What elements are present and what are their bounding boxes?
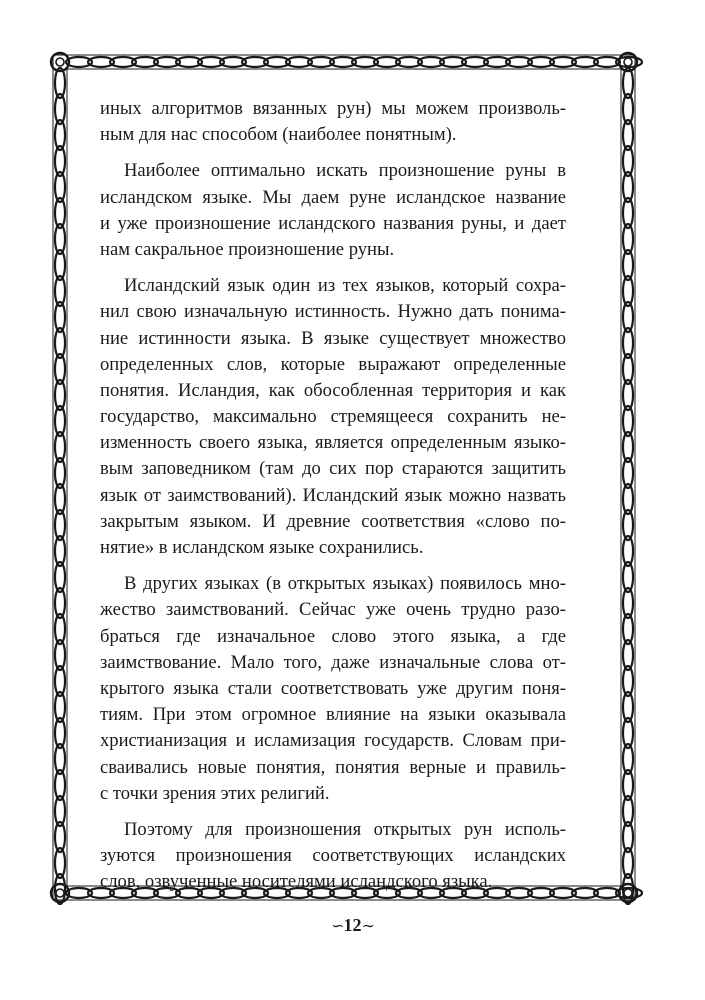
corner-knot (619, 884, 637, 902)
chain-link-right (623, 536, 633, 566)
text-line: слов, озвученные носителями исландского языка. (100, 871, 493, 893)
text-line: христианизация и исламизация государств. Словам при- (100, 730, 566, 752)
chain-link-top (242, 57, 268, 67)
chain-link-top (396, 57, 422, 67)
chain-link-right (623, 432, 633, 462)
chain-link-right (623, 120, 633, 150)
chain-link-right (623, 484, 633, 514)
chain-link-right (623, 848, 633, 878)
text-line: определенных слов, которые выражают определенные (100, 353, 566, 375)
chain-link-left (55, 770, 65, 800)
chain-link-left (55, 224, 65, 254)
page-number (0, 915, 705, 936)
paragraph-gap (100, 263, 566, 273)
chain-link-left (55, 354, 65, 384)
chain-link-left (55, 406, 65, 436)
chain-link-right (623, 874, 633, 904)
chain-link-right (623, 406, 633, 436)
chain-link-right (623, 198, 633, 228)
chain-link-left (55, 432, 65, 462)
chain-link-left (55, 614, 65, 644)
chain-link-top (418, 57, 444, 67)
chain-link-top (528, 57, 554, 67)
text-line: нятие» в исландском языке сохранились. (100, 537, 424, 558)
text-line: сваивались новые понятия, понятия верные и правиль- (100, 756, 566, 778)
chain-link-right (623, 302, 633, 332)
chain-link-left (55, 666, 65, 696)
chain-link-left (55, 796, 65, 826)
chain-link-left (55, 484, 65, 514)
chain-link-right (623, 640, 633, 670)
chain-link-left (55, 822, 65, 852)
page-body-text (100, 96, 566, 895)
paragraph-gap (100, 148, 566, 158)
chain-link-left (55, 744, 65, 774)
corner-knot (51, 884, 69, 902)
chain-link-right (623, 458, 633, 488)
chain-link-left (55, 68, 65, 98)
text-line: нил свою изначальную истинность. Нужно дать понима- (100, 301, 566, 323)
chain-link-top (154, 57, 180, 67)
chain-link-top (550, 57, 576, 67)
text-line: Наиболее оптимально искать произношение руны в (124, 160, 566, 182)
chain-link-right (623, 822, 633, 852)
text-line: жество заимствований. Сейчас уже очень трудно разо- (100, 599, 566, 621)
paragraph (100, 571, 566, 807)
chain-link-left (55, 510, 65, 540)
chain-link-left (55, 94, 65, 124)
chain-link-left (55, 458, 65, 488)
chain-link-left (55, 302, 65, 332)
chain-link-bottom (572, 888, 598, 898)
chain-link-top (66, 57, 92, 67)
chain-link-top (462, 57, 488, 67)
text-line: ным для нас способом (наиболее понятным). (100, 124, 457, 146)
chain-link-top (572, 57, 598, 67)
chain-link-left (55, 588, 65, 618)
chain-link-right (623, 588, 633, 618)
chain-link-right (623, 614, 633, 644)
right-flourish-icon: ∼ (361, 918, 374, 935)
chain-link-right (623, 796, 633, 826)
paragraph (100, 817, 566, 896)
chain-link-top (110, 57, 136, 67)
text-line: вым заповедником (там до сих пор стараются защитить (100, 458, 566, 480)
chain-link-left (55, 692, 65, 722)
paragraph (100, 96, 566, 148)
chain-link-top (484, 57, 510, 67)
corner-knot-inner (56, 58, 64, 66)
paragraph-gap (100, 561, 566, 571)
chain-link-top (132, 57, 158, 67)
text-line: государство, максимально стремящееся сохранить не- (100, 406, 566, 428)
chain-link-right (623, 172, 633, 202)
chain-link-right (623, 94, 633, 124)
text-line: язык от заимствований). Исландский язык можно назвать (100, 484, 566, 506)
chain-link-right (623, 666, 633, 696)
chain-link-top (374, 57, 400, 67)
chain-link-left (55, 120, 65, 150)
chain-link-right (623, 562, 633, 592)
chain-link-right (623, 510, 633, 540)
chain-link-left (55, 562, 65, 592)
chain-link-left (55, 874, 65, 904)
chain-link-left (55, 328, 65, 358)
text-line: понятия. Исландия, как обособленная территория и как (100, 379, 566, 401)
chain-link-left (55, 198, 65, 228)
chain-link-top (308, 57, 334, 67)
chain-link-right (623, 146, 633, 176)
chain-link-left (55, 250, 65, 280)
text-line: заимствование. Мало того, даже изначальные слова от- (100, 651, 566, 673)
chain-link-top (594, 57, 620, 67)
chain-link-right (623, 744, 633, 774)
chain-link-top (506, 57, 532, 67)
text-line: изменность своего языка, является определенным языко- (100, 432, 566, 454)
corner-knot (51, 53, 69, 71)
chain-link-left (55, 380, 65, 410)
text-line: исландском языке. Мы даем руне исландское название (100, 186, 566, 208)
chain-link-left (55, 276, 65, 306)
paragraph (100, 273, 566, 561)
corner-knot-inner (56, 889, 64, 897)
page-number-value: 12 (343, 915, 362, 935)
chain-link-top (88, 57, 114, 67)
chain-link-right (623, 718, 633, 748)
chain-link-left (55, 718, 65, 748)
text-line: иных алгоритмов вязанных рун) мы можем произволь- (100, 98, 566, 119)
text-line: тиям. При этом огромное влияние на языки оказывала (100, 704, 566, 726)
chain-link-top (330, 57, 356, 67)
corner-knot-inner (624, 889, 632, 897)
corner-knot-inner (624, 58, 632, 66)
text-line: крытого языка стали соответствовать уже другим поня- (100, 677, 566, 699)
text-line: В других языках (в открытых языках) появилось мно- (124, 573, 566, 595)
text-line: зуются произношения соответствующих исландских (100, 845, 566, 867)
text-line: и уже произношение исландского названия руны, и дает (100, 212, 566, 234)
chain-link-left (55, 640, 65, 670)
text-line: браться где изначальное слово этого языка, а где (100, 625, 566, 647)
chain-link-top (198, 57, 224, 67)
chain-link-right (623, 380, 633, 410)
chain-link-top (286, 57, 312, 67)
chain-link-top (176, 57, 202, 67)
chain-link-top (352, 57, 378, 67)
text-line: нам сакральное произношение руны. (100, 238, 395, 260)
chain-link-left (55, 172, 65, 202)
text-line: ние истинности языка. В языке существует множество (100, 327, 566, 349)
chain-link-left (55, 536, 65, 566)
corner-knot (619, 53, 637, 71)
paragraph-gap (100, 807, 566, 817)
chain-link-right (623, 354, 633, 384)
paragraph (100, 158, 566, 263)
chain-link-left (55, 848, 65, 878)
text-line: закрытым языком. И древние соответствия «слово по- (100, 510, 566, 532)
text-line: Поэтому для произношения открытых рун исполь- (124, 818, 566, 840)
text-line: Исландский язык один из тех языков, который сохра- (124, 275, 566, 297)
chain-link-top (264, 57, 290, 67)
chain-link-top (616, 57, 642, 67)
chain-link-right (623, 250, 633, 280)
chain-link-bottom (616, 888, 642, 898)
chain-link-right (623, 770, 633, 800)
chain-link-bottom (66, 888, 92, 898)
chain-link-top (220, 57, 246, 67)
text-line: с точки зрения этих религий. (100, 782, 330, 804)
chain-link-right (623, 276, 633, 306)
chain-link-right (623, 68, 633, 98)
chain-link-right (623, 692, 633, 722)
chain-link-right (623, 328, 633, 358)
left-flourish-icon: ∽ (331, 918, 344, 935)
chain-link-bottom (594, 888, 620, 898)
chain-link-top (440, 57, 466, 67)
chain-link-right (623, 224, 633, 254)
chain-link-left (55, 146, 65, 176)
